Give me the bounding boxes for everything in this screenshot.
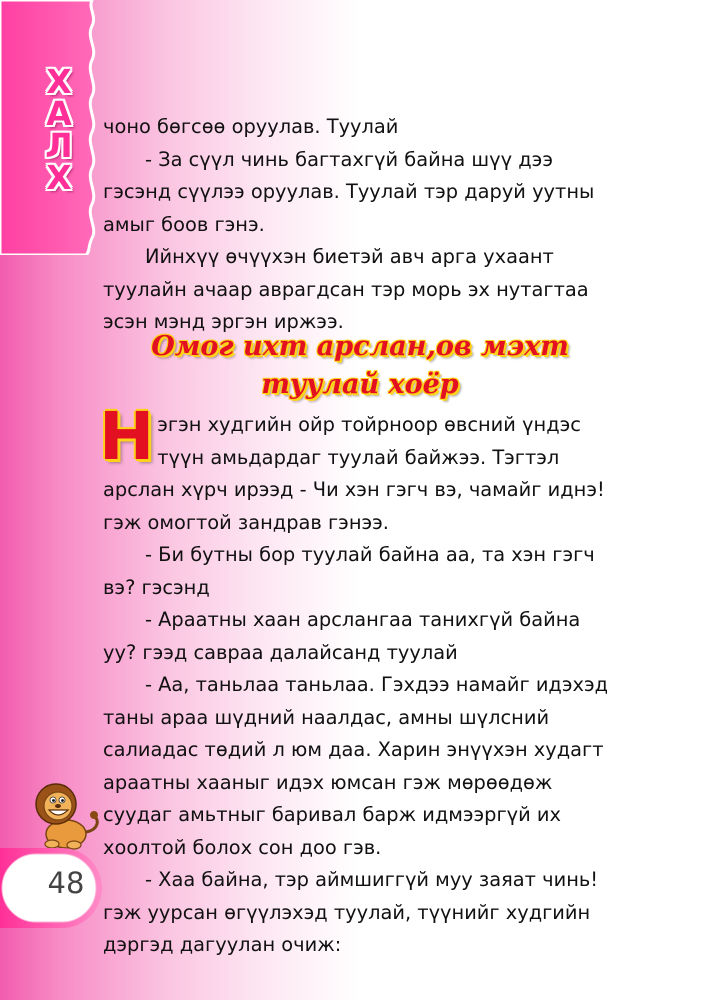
side-letter: Х [46,62,72,101]
paragraph: чоно бөгсөө оруулав. Туулай [103,115,399,138]
story-title-line: туулай хоёр [261,369,459,400]
drop-cap: Н [99,398,155,475]
side-letter: Х [46,158,72,197]
paragraph: - Аа, таньлаа таньлаа. Гэхдээ намайг идэхэд таны араа шүдний наалдас, амны шүлсний салиадас төдий л юм даа. Харин энүүхэн худагт араатны хааныг идэх юмсан гэж мөрөөдөж суудаг амьтныг баривал барж идмээргүй их хоолтой болох сон доо гэв. [103,673,609,859]
page-number: 48 [47,866,85,900]
story-title-line: Омог ихт арслан,ов мэхт [151,331,569,362]
side-letter: А [46,94,72,133]
story-text-block [99,398,613,962]
side-letter: Л [45,126,73,165]
top-text-block [103,111,613,339]
first-paragraph [99,398,613,539]
cartoon-lion-icon [22,772,102,852]
story-title [130,328,590,404]
paragraph: - Араатны хаан арслангаа танихгүй байна уу? гээд савраа далайсанд туулай [103,608,581,664]
paragraph: - Би бутны бор туулай байна аа, та хэн гэгч вэ? гэсэнд [103,543,595,599]
paragraph: - За сүүл чинь багтахгүй байна шүү дээ гэсэнд сүүлээ оруулав. Туулай тэр даруй уутны амыг боов гэнэ. [103,147,595,236]
paragraph: - Хаа байна, тэр аймшиггүй муу заяат чинь! гэж уурсан өгүүлэхэд туулай, түүнийг худгийн дэргэд дагуулан очиж: [103,868,599,956]
paragraph: Ийнхүү өчүүхэн биетэй авч арга ухаант туулайн ачаар аврагдсан тэр морь эх нутагтаа эсэн мэнд эргэн иржээ. [103,245,589,333]
first-paragraph-text: эгэн худгийн ойр тойрноор өвсний үндэс түүн амьдардаг туулай байжээ. Тэгтэл арслан хүрч ирээд - Чи хэн гэгч вэ, чамайг иднэ! гэж омогтой зандрав гэнээ. [103,413,605,534]
